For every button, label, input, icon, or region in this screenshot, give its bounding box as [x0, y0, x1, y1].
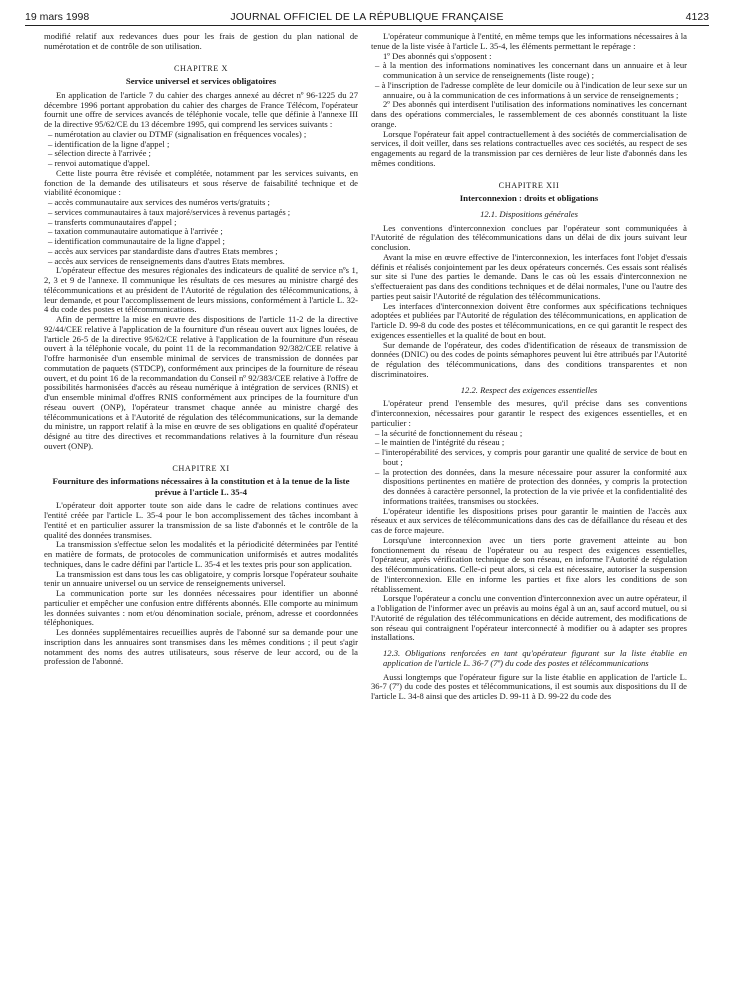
chapter-label: CHAPITRE XI	[172, 463, 230, 473]
chapter-label: CHAPITRE X	[174, 63, 228, 73]
paragraph: Les interfaces d'interconnexion doivent être conformes aux spécifications techniques adoptées et publiées par l'Autorité de régulation des télécommunications, en application de l'article D. 99-8 du code des postes et télécommunications, en ce qui garantit le respect des exigences essentielles et la qualité de bout en bout.	[371, 300, 687, 340]
paragraph: Lorsque l'opérateur a conclu une convention d'interconnexion avec un autre opérateur, il a l'obligation de l'informer avec un préavis au moins égal à un an, sauf accord mutuel, ou si l'Autorité de régulation des télécommunications en décide autrement, des modifications de son réseau qui contraignent l'opérateur interconnecté à modifier ou à adapter ses propres installations.	[371, 593, 687, 643]
list-item: – identification communautaire de la ligne d'appel ;	[48, 236, 225, 246]
header-date: 19 mars 1998	[25, 11, 90, 23]
paragraph: Lorsque l'opérateur fait appel contractuellement à des sociétés de commercialisation de services, il doit veiller, dans ses relations contractuelles avec ces sociétés, au respect de ses engagements au regard de la transmission par ces dernières de leur liste d'abonnés dans les mêmes conditions.	[371, 128, 687, 168]
list-item: – l'interopérabilité des services, y compris pour garantir une qualité de service de bout en bout ;	[375, 447, 687, 467]
paragraph: L'opérateur identifie les dispositions prises pour garantir le maintien de l'accès aux réseaux et aux services de télécommunications dans des cas de défaillance du réseau et des cas de force majeure.	[371, 505, 687, 535]
paragraph: modifié relatif aux redevances dues pour les frais de gestion du plan national de numérotation et de contrôle de son utilisation.	[44, 31, 358, 51]
paragraph: L'opérateur prend l'ensemble des mesures, qu'il précise dans ses conventions d'interconnexion, nécessaires pour garantir le respect des exigences essentielles, et en particulier :	[371, 398, 687, 428]
journal-title: JOURNAL OFFICIEL DE LA RÉPUBLIQUE FRANÇAISE	[230, 11, 504, 23]
list-item: – à la mention des informations nominatives les concernant dans un annuaire et à leur communication à un service de renseignements (liste rouge) ;	[375, 60, 687, 80]
header-rule	[25, 25, 709, 26]
requirements-list	[371, 429, 687, 507]
paragraph: Lorsqu'une interconnexion avec un tiers porte gravement atteinte au bon fonctionnement du réseau de l'opérateur ou au respect des exigences essentielles, l'opérateur, après vérification technique de son réseau, en informe l'Autorité de régulation des télécommunications. Celle-ci peut alors, si cela est nécessaire, autoriser la suspension de l'interconnexion. Elle en informe les parties et fixe alors les conditions de son rétablissement.	[371, 534, 687, 594]
chapter-title: Interconnexion : droits et obligations	[459, 193, 599, 204]
list-item: – sélection directe à l'arrivée ;	[48, 148, 151, 159]
list-item: – taxation communautaire automatique à l'arrivée ;	[48, 226, 223, 237]
paragraph: Aussi longtemps que l'opérateur figure sur la liste établie en application de l'article L. 36-7 (7º) du code des postes et télécommunications, il est soumis aux dispositions du II de l'article L. 34-8 ainsi que des articles D. 99-11 à D. 99-22 du code des	[371, 671, 687, 701]
paragraph: Sur demande de l'opérateur, des codes d'identification de réseaux de transmission de données (DNIC) ou des codes de points sémaphores peuvent lui être attribués par l'Autorité de régulation des télécommunications, dans des conditions transparentes et non discriminatoires.	[371, 339, 687, 379]
paragraph: En application de l'article 7 du cahier des charges annexé au décret nº 96-1225 du 27 décembre 1996 portant approbation du cahier des charges de France Télécom, l'opérateur fournit une offre de services avancés de téléphonie vocale, telle que définie à l'annexe III de la directive 95/62/CE du 13 décembre 1995, qui comprend les services suivants :	[44, 89, 358, 129]
list-item: – numérotation au clavier ou DTMF (signalisation en fréquences vocales) ;	[48, 128, 307, 139]
list-item: – renvoi automatique d'appel.	[48, 158, 150, 168]
services-list	[44, 130, 358, 169]
paragraph: 1º Des abonnés qui s'opposent :	[383, 50, 492, 61]
paragraph: La communication porte sur les données nécessaires pour identifier un abonné particulier et empêcher une confusion entre différents abonnés. Elle comporte au minimum les données suivantes : nom et/ou dénomination sociale, prénom, adresse et coordonnées téléphoniques.	[44, 588, 358, 628]
chapter-label: CHAPITRE XII	[498, 180, 560, 190]
paragraph: La transmission s'effectue selon les modalités et la périodicité déterminées par l'entité en matière de formats, de protocoles de communication uniformisés et autres modalités techniques, dans le cadre défini par l'article L. 35-4 et les textes pris pour son application.	[44, 539, 358, 569]
paragraph: 2º Des abonnés qui interdisent l'utilisation des informations nominatives les concernant dans des opérations commerciales, le rassemblement de ces abonnés constituant la liste orange.	[371, 99, 687, 129]
left-column	[44, 32, 358, 667]
section-heading: 12.2. Respect des exigences essentielles	[460, 384, 598, 395]
list-item: – accès communautaire aux services des numéros verts/gratuits ;	[48, 197, 270, 207]
list-item: – accès aux services de renseignements dans d'autres Etats membres.	[48, 255, 285, 266]
paragraph: L'opérateur effectue des mesures régionales des indicateurs de qualité de service nºs 1, 2, 3 et 9 de l'annexe. Il communique les résultats de ces mesures au ministre chargé des télécommunications et au président de l'Autorité de régulation des télécommunications, à leur demande, et pour l'accomplissement de leurs missions, conformément à l'article L. 32-4 du code des postes et télécommunications.	[44, 265, 358, 315]
paragraph: Afin de permettre la mise en œuvre des dispositions de l'article 11-2 de la directive 92/44/CEE relative à l'application de la fourniture d'un réseau ouvert aux lignes louées, de l'article 26-5 de la directive 95/62/CE relative à l'application de la fourniture d'un réseau ouvert à la téléphonie vocale, du point 11 de la recommandation 92/382/CEE relative à l'offre harmonisée d'un ensemble minimal de services de transmission de données par commutation de paquets (STDCP), conformément aux principes de la fourniture de réseau ouvert, et du point 16 de la recommandation du Conseil nº 92/383/CEE relative à l'offre de possibilités harmonisées d'accès au réseau numérique à intégration de services (RNIS) et d'un ensemble minimal d'offres RNIS conformément aux principes de la fourniture d'un réseau ouvert (ONP), l'opérateur transmet chaque année au ministre chargé des télécommunications et à l'Autorité de régulation des télécommunications, sur la demande du ministre, un rapport relatif à la mise en œuvre de ses obligations en qualité d'opérateur désigné au titre des directives et recommandations relatives à la fourniture d'un réseau ouvert (ONP).	[44, 314, 358, 451]
list-item: – accès aux services par standardiste dans d'autres Etats membres ;	[48, 245, 278, 256]
list-item: – à l'inscription de l'adresse complète de leur domicile ou à l'indication de leur sexe sur un annuaire, ou à la communication de ces informations à un service de renseignements ;	[375, 79, 687, 100]
opposition-list	[371, 61, 687, 100]
paragraph: La transmission est dans tous les cas obligatoire, y compris lorsque l'opérateur souhaite tenir un annuaire universel ou un service de renseignements universel.	[44, 568, 358, 589]
list-item: – services communautaires à taux majoré/services à revenus partagés ;	[48, 206, 291, 217]
list-item: – transferts communautaires d'appel ;	[48, 216, 177, 227]
chapter-title: Fourniture des informations nécessaires à la constitution et à la tenue de la liste prévue à l'article L. 35-4	[52, 476, 350, 497]
page-number: 4123	[685, 11, 709, 23]
paragraph: Avant la mise en œuvre effective de l'interconnexion, les interfaces font l'objet d'essais définis et réalisés conjointement par les deux opérateurs concernés. Ces essais sont réalisés sur site si l'une des parties le demande. Dans le cas où les essais d'interconnexion ne s'effectueraient pas dans des conditions techniques et de délai normales, l'une ou l'autre des parties peut saisir l'Autorité de régulation des télécommunications.	[371, 251, 687, 301]
list-item: – identification de la ligne d'appel ;	[48, 138, 170, 149]
paragraph: Les données supplémentaires recueillies auprès de l'abonné sur sa demande pour une inscription dans les annuaires sont transmises dans les mêmes conditions ; il peut s'agir notamment des noms des autres utilisateurs, sous réserve de leur accord, ou de la profession de l'abonné.	[44, 627, 358, 667]
paragraph: Cette liste pourra être révisée et complétée, notamment par les services suivants, en fonction de la demande des utilisateurs et sous réserve de faisabilité technique et de viabilité économique :	[44, 167, 358, 198]
paragraph: L'opérateur doit apporter toute son aide dans le cadre de relations continues avec l'entité créée par l'article L. 35-4 pour le bon accomplissement des tâches incombant à l'entité et en particulier assurer la transmission de sa liste d'abonnés et le contrôle de la qualité des données transmises.	[44, 500, 358, 540]
paragraph: Les conventions d'interconnexion conclues par l'opérateur sont communiquées à l'Autorité de régulation des télécommunications dans un délai de dix jours suivant leur conclusion.	[371, 222, 687, 252]
section-heading: 12.3. Obligations renforcées en tant qu'opérateur figurant sur la liste établie en application de l'article L. 36-7 (7º) du code des postes et télécommunications	[383, 648, 687, 668]
paragraph: L'opérateur communique à l'entité, en même temps que les informations nécessaires à la tenue de la liste visée à l'article L. 35-4, les éléments permettant le repérage :	[371, 31, 687, 51]
list-item: – la protection des données, dans la mesure nécessaire pour assurer la conformité aux dispositions pertinentes en matière de protection des données, y compris la protection des données à caractère personnel, la protection de la vie privée et la confidentialité des informations traitées, transmises ou stockées.	[375, 466, 687, 506]
list-item: – la sécurité de fonctionnement du réseau ;	[375, 427, 523, 438]
right-column	[371, 32, 687, 702]
chapter-title: Service universel et services obligatoires	[125, 76, 277, 87]
list-item: – le maintien de l'intégrité du réseau ;	[375, 437, 505, 448]
additional-services-list	[44, 198, 358, 266]
section-heading: 12.1. Dispositions générales	[480, 208, 578, 219]
